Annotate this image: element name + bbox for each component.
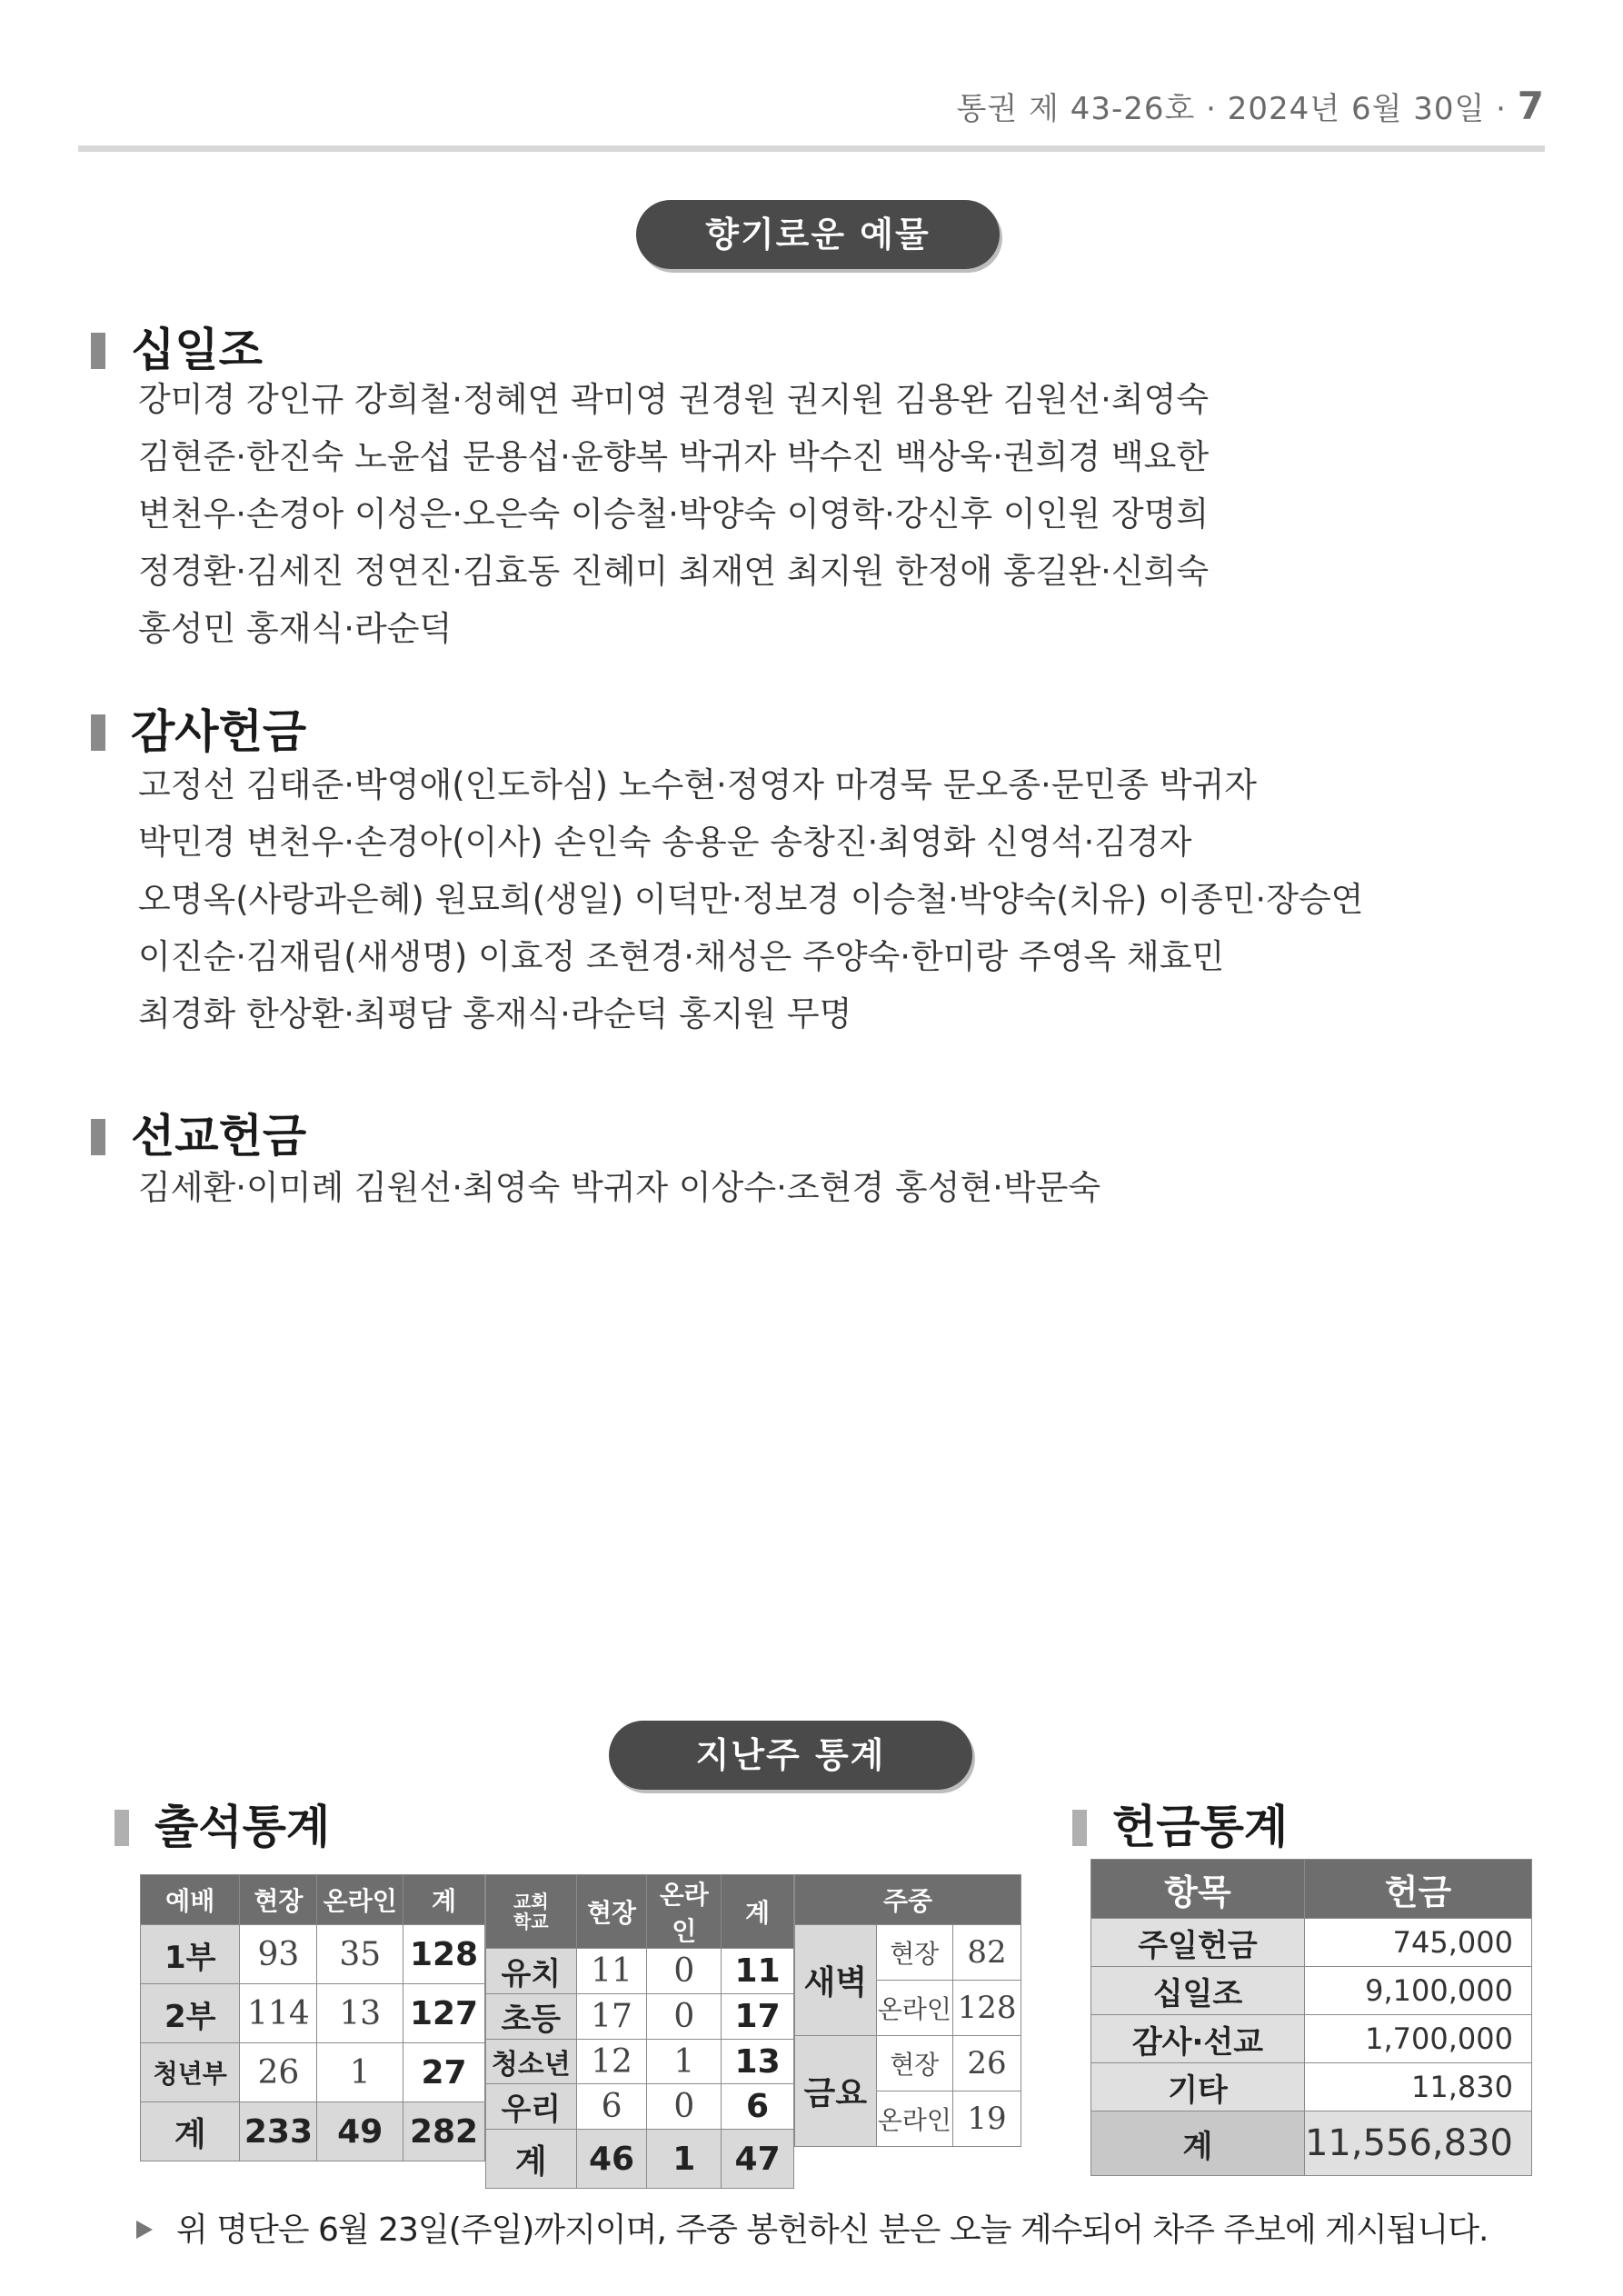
name-line: 홍성민 홍재식·라순덕 bbox=[138, 609, 453, 648]
row-label: 청년부 bbox=[141, 2043, 240, 2102]
cell-online: 35 bbox=[317, 1925, 403, 1984]
col-header: 온라인 bbox=[317, 1875, 403, 1925]
cell-onsite: 12 bbox=[576, 2040, 647, 2084]
finance-amount: 1,700,000 bbox=[1304, 2015, 1531, 2063]
col-header-school bbox=[486, 1875, 577, 1949]
section-title-text: 선교헌금 bbox=[131, 1110, 307, 1163]
col-header: 계 bbox=[722, 1875, 794, 1949]
cell-online: 0 bbox=[647, 2084, 722, 2130]
section-marker bbox=[91, 333, 105, 369]
col-header: 항목 bbox=[1091, 1860, 1305, 1919]
section-title-mission bbox=[91, 1100, 306, 1165]
cell-onsite: 46 bbox=[576, 2130, 647, 2189]
finance-amount: 9,100,000 bbox=[1304, 1967, 1531, 2015]
row-label: 청소년 bbox=[486, 2040, 577, 2084]
col-header: 계 bbox=[403, 1875, 485, 1925]
name-line: 정경환·김세진 정연진·김효동 진혜미 최재연 최지원 한정애 홍길완·신희숙 bbox=[138, 552, 1210, 591]
table-row bbox=[486, 2084, 794, 2130]
name-line: 김세환·이미례 김원선·최영숙 박귀자 이상수·조현경 홍성현·박문숙 bbox=[138, 1168, 1101, 1207]
finance-title bbox=[1072, 1791, 1288, 1856]
col-header: 온라인 bbox=[647, 1875, 722, 1949]
cell-online: 1 bbox=[647, 2130, 722, 2189]
cell-online: 13 bbox=[317, 1984, 403, 2043]
section-marker bbox=[115, 1810, 129, 1846]
row-label: 우리 bbox=[486, 2084, 577, 2130]
attendance-title bbox=[115, 1791, 330, 1856]
name-line: 박민경 변천우·손경아(이사) 손인숙 송용운 송창진·최영화 신영석·김경자 bbox=[138, 823, 1192, 862]
row-label: 금요 bbox=[795, 2036, 877, 2147]
row-label: 1부 bbox=[141, 1925, 240, 1984]
section-marker bbox=[1072, 1810, 1087, 1846]
name-line: 강미경 강인규 강희철·정혜연 곽미영 권경원 권지원 김용완 김원선·최영숙 bbox=[138, 380, 1210, 419]
section-title-thanks bbox=[91, 695, 306, 761]
name-line: 김현준·한진숙 노윤섭 문용섭·윤향복 박귀자 박수진 백상욱·권희경 백요한 bbox=[138, 437, 1210, 476]
table-row bbox=[1091, 1967, 1532, 2015]
sub-label: 현장 bbox=[876, 1925, 953, 1981]
table-row bbox=[141, 1984, 485, 2043]
col-header: 예배 bbox=[141, 1875, 240, 1925]
table-total-row bbox=[141, 2102, 485, 2161]
cell-onsite: 17 bbox=[576, 1994, 647, 2040]
header-line: 학교 bbox=[513, 1911, 549, 1932]
finance-item: 기타 bbox=[1091, 2063, 1305, 2111]
offering-banner: 향기로운 예물 bbox=[636, 200, 1000, 269]
table-total-row bbox=[486, 2130, 794, 2189]
cell-total: 127 bbox=[403, 1984, 485, 2043]
cell-onsite: 6 bbox=[576, 2084, 647, 2130]
header-line: 교회 bbox=[513, 1891, 549, 1912]
col-header: 현장 bbox=[576, 1875, 647, 1949]
cell-onsite: 26 bbox=[240, 2043, 317, 2102]
table-total-row bbox=[1091, 2111, 1532, 2176]
table-row bbox=[1091, 1919, 1532, 1967]
cell-total: 11 bbox=[722, 1949, 794, 1994]
finance-amount: 11,830 bbox=[1304, 2063, 1531, 2111]
thanks-name-list bbox=[138, 756, 1363, 1043]
footnote-text: 위 명단은 6월 23일(주일)까지이며, 주중 봉헌하신 분은 오늘 계수되어 차주 주보에 게시됩니다. bbox=[176, 2211, 1489, 2249]
finance-item: 십일조 bbox=[1091, 1967, 1305, 2015]
sub-label: 온라인 bbox=[876, 1981, 953, 2036]
cell-total: 47 bbox=[722, 2130, 794, 2189]
attendance-title-text: 출석통계 bbox=[154, 1801, 331, 1853]
table-row bbox=[795, 2036, 1021, 2091]
finance-amount: 745,000 bbox=[1304, 1919, 1531, 1967]
row-label: 계 bbox=[486, 2130, 577, 2189]
table-row bbox=[486, 1994, 794, 2040]
section-title-text: 감사헌금 bbox=[131, 705, 307, 758]
name-line: 오명옥(사랑과은혜) 원묘희(생일) 이덕만·정보경 이승철·박양숙(치유) 이종민·장승연 bbox=[138, 880, 1364, 919]
table-row bbox=[1091, 2015, 1532, 2063]
sub-label: 현장 bbox=[876, 2036, 953, 2091]
row-label: 계 bbox=[141, 2102, 240, 2161]
col-header: 현장 bbox=[240, 1875, 317, 1925]
finance-item: 감사·선교 bbox=[1091, 2015, 1305, 2063]
weekday-attendance-table bbox=[794, 1874, 1021, 2147]
cell-onsite: 26 bbox=[953, 2036, 1021, 2091]
school-attendance-table bbox=[485, 1874, 794, 2189]
tithe-name-list bbox=[138, 371, 1209, 657]
cell-online: 0 bbox=[647, 1994, 722, 2040]
stats-banner: 지난주 통계 bbox=[609, 1721, 972, 1790]
cell-online: 1 bbox=[317, 2043, 403, 2102]
finance-title-text: 헌금통계 bbox=[1112, 1801, 1289, 1853]
name-line: 이진순·김재림(새생명) 이효정 조현경·채성은 주양숙·한미랑 주영옥 채효민 bbox=[138, 937, 1225, 976]
table-row bbox=[486, 1949, 794, 1994]
worship-attendance-table bbox=[140, 1874, 485, 2161]
table-row bbox=[141, 1925, 485, 1984]
cell-online: 128 bbox=[953, 1981, 1021, 2036]
row-label: 새벽 bbox=[795, 1925, 877, 2036]
finance-amount: 11,556,830 bbox=[1304, 2111, 1531, 2176]
section-title-tithe bbox=[91, 314, 263, 379]
table-row bbox=[486, 2040, 794, 2084]
table-row bbox=[1091, 2063, 1532, 2111]
cell-onsite: 11 bbox=[576, 1949, 647, 1994]
cell-total: 128 bbox=[403, 1925, 485, 1984]
cell-onsite: 93 bbox=[240, 1925, 317, 1984]
section-marker bbox=[91, 714, 105, 751]
cell-onsite: 82 bbox=[953, 1925, 1021, 1981]
name-line: 고정선 김태준·박영애(인도하심) 노수현·정영자 마경묵 문오종·문민종 박귀자 bbox=[138, 765, 1257, 804]
page-header bbox=[78, 84, 1545, 128]
finance-item: 계 bbox=[1091, 2111, 1305, 2176]
col-header: 주중 bbox=[795, 1875, 1021, 1925]
cell-total: 13 bbox=[722, 2040, 794, 2084]
sub-label: 온라인 bbox=[876, 2091, 953, 2147]
cell-online: 0 bbox=[647, 1949, 722, 1994]
cell-online: 19 bbox=[953, 2091, 1021, 2147]
finance-table bbox=[1090, 1859, 1532, 2176]
finance-item: 주일헌금 bbox=[1091, 1919, 1305, 1967]
issue-info: 통권 제 43-26호 · 2024년 6월 30일 · bbox=[956, 91, 1518, 127]
cell-total: 27 bbox=[403, 2043, 485, 2102]
page-number: 7 bbox=[1517, 84, 1545, 128]
row-label: 유치 bbox=[486, 1949, 577, 1994]
cell-onsite: 233 bbox=[240, 2102, 317, 2161]
col-header: 헌금 bbox=[1304, 1860, 1531, 1919]
cell-total: 17 bbox=[722, 1994, 794, 2040]
row-label: 2부 bbox=[141, 1984, 240, 2043]
header-divider bbox=[78, 145, 1545, 152]
triangle-arrow-icon bbox=[136, 2221, 153, 2239]
table-row bbox=[795, 1925, 1021, 1981]
cell-online: 1 bbox=[647, 2040, 722, 2084]
table-row bbox=[141, 2043, 485, 2102]
row-label: 초등 bbox=[486, 1994, 577, 2040]
section-marker bbox=[91, 1119, 105, 1155]
name-line: 변천우·손경아 이성은·오은숙 이승철·박양숙 이영학·강신후 이인원 장명희 bbox=[138, 494, 1210, 534]
cell-onsite: 114 bbox=[240, 1984, 317, 2043]
section-title-text: 십일조 bbox=[131, 324, 263, 376]
footnote bbox=[136, 2204, 1489, 2251]
mission-name-list bbox=[138, 1159, 1100, 1216]
cell-total: 282 bbox=[403, 2102, 485, 2161]
name-line: 최경화 한상환·최평담 홍재식·라순덕 홍지원 무명 bbox=[138, 994, 852, 1033]
cell-total: 6 bbox=[722, 2084, 794, 2130]
cell-online: 49 bbox=[317, 2102, 403, 2161]
